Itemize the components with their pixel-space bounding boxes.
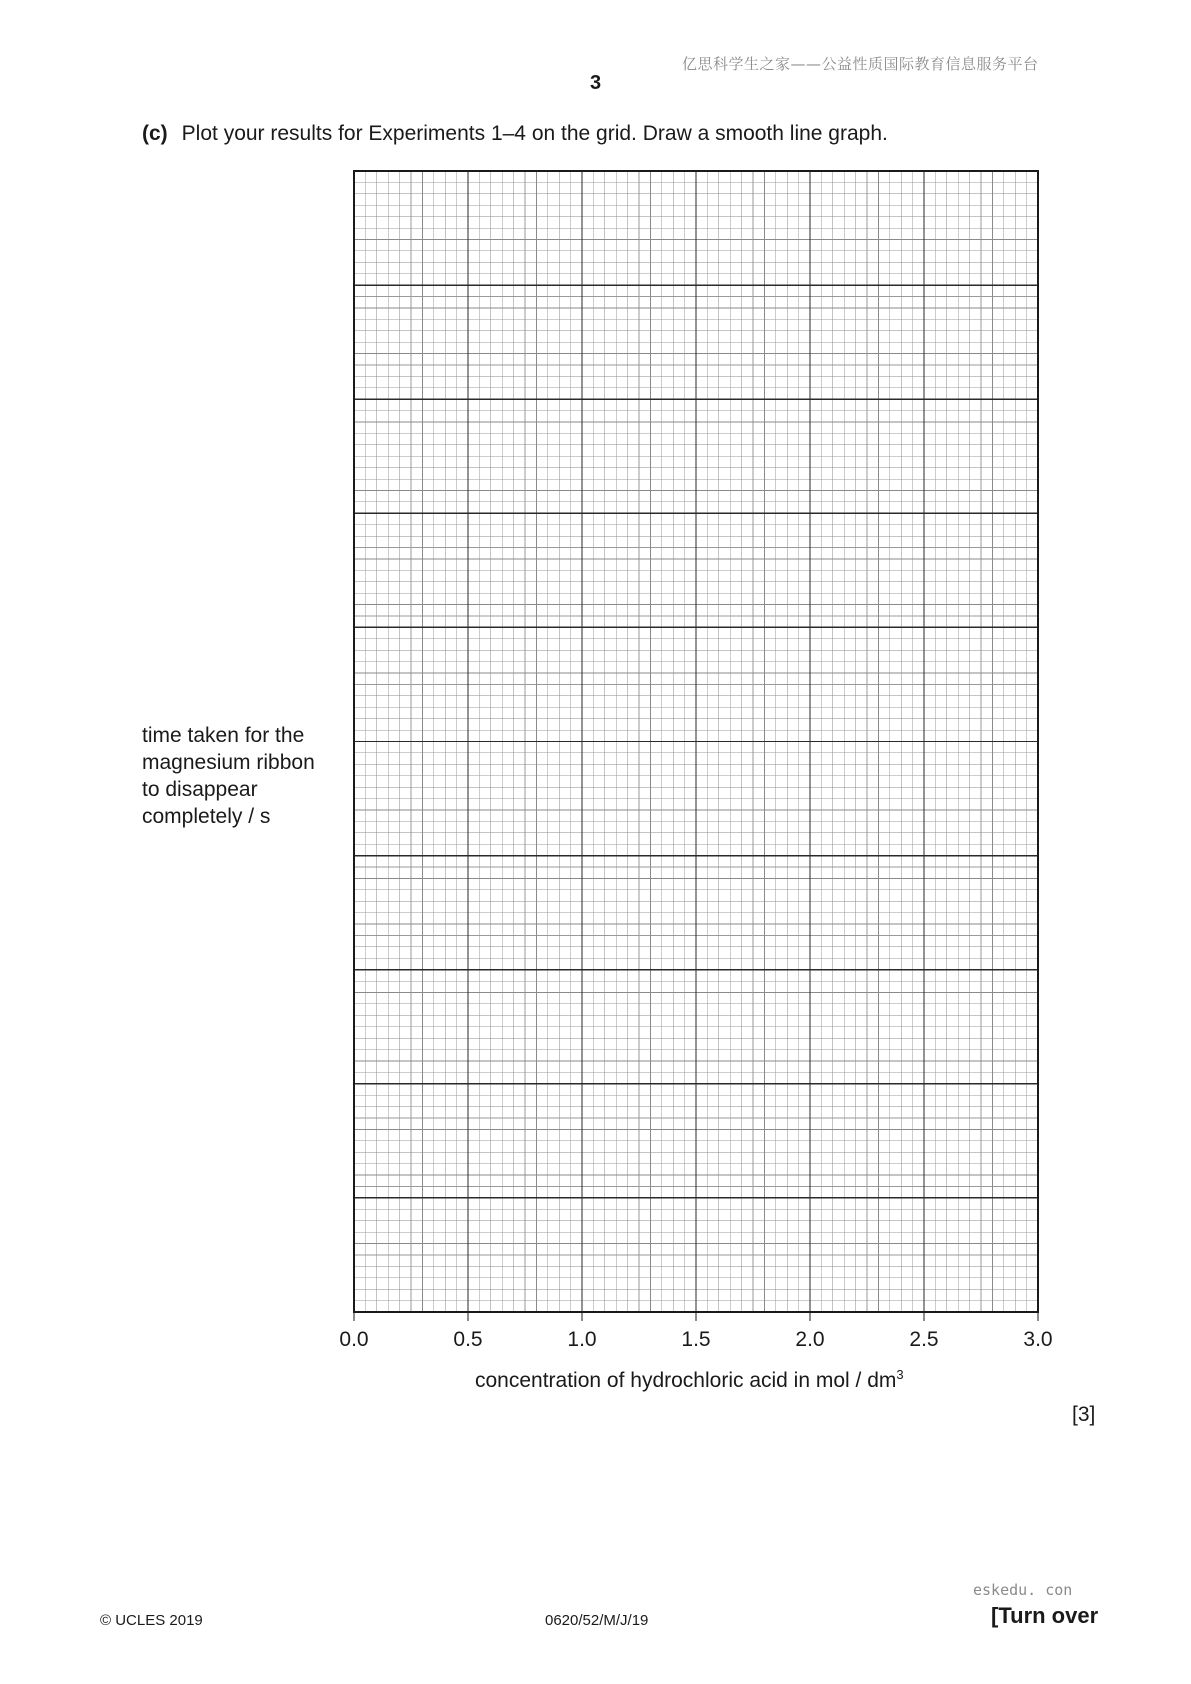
x-axis-label-text: concentration of hydrochloric acid in mol / dm bbox=[475, 1369, 897, 1392]
marks-allocation: [3] bbox=[1072, 1403, 1096, 1426]
x-tick-label: 0.0 bbox=[339, 1328, 369, 1351]
x-tick-label: 0.5 bbox=[453, 1328, 483, 1351]
x-tick-label: 3.0 bbox=[1023, 1328, 1053, 1351]
x-tick-label: 1.5 bbox=[681, 1328, 711, 1351]
y-axis-label-line: to disappear bbox=[142, 778, 258, 801]
page-number: 3 bbox=[589, 72, 602, 94]
x-tick-label: 2.0 bbox=[795, 1328, 825, 1351]
y-axis-label-line: time taken for the bbox=[142, 724, 305, 747]
watermark-top: 亿思科学生之家——公益性质国际教育信息服务平台 bbox=[682, 55, 1039, 73]
x-tick-label: 1.0 bbox=[567, 1328, 597, 1351]
footer-copyright: © UCLES 2019 bbox=[100, 1612, 203, 1629]
watermark-bottom: eskedu. con bbox=[973, 1581, 1073, 1599]
y-axis-label-line: completely / s bbox=[142, 805, 271, 828]
footer-paper-code: 0620/52/M/J/19 bbox=[545, 1612, 649, 1629]
y-axis-label-line: magnesium ribbon bbox=[142, 751, 315, 774]
footer-turn-over: [Turn over bbox=[991, 1603, 1099, 1628]
x-tick-label: 2.5 bbox=[909, 1328, 939, 1351]
question-text: Plot your results for Experiments 1–4 on the grid. Draw a smooth line graph. bbox=[181, 122, 888, 145]
x-axis-label bbox=[475, 1367, 904, 1393]
question-label: (c) bbox=[142, 122, 168, 145]
x-axis-label-superscript: 3 bbox=[896, 1367, 904, 1382]
